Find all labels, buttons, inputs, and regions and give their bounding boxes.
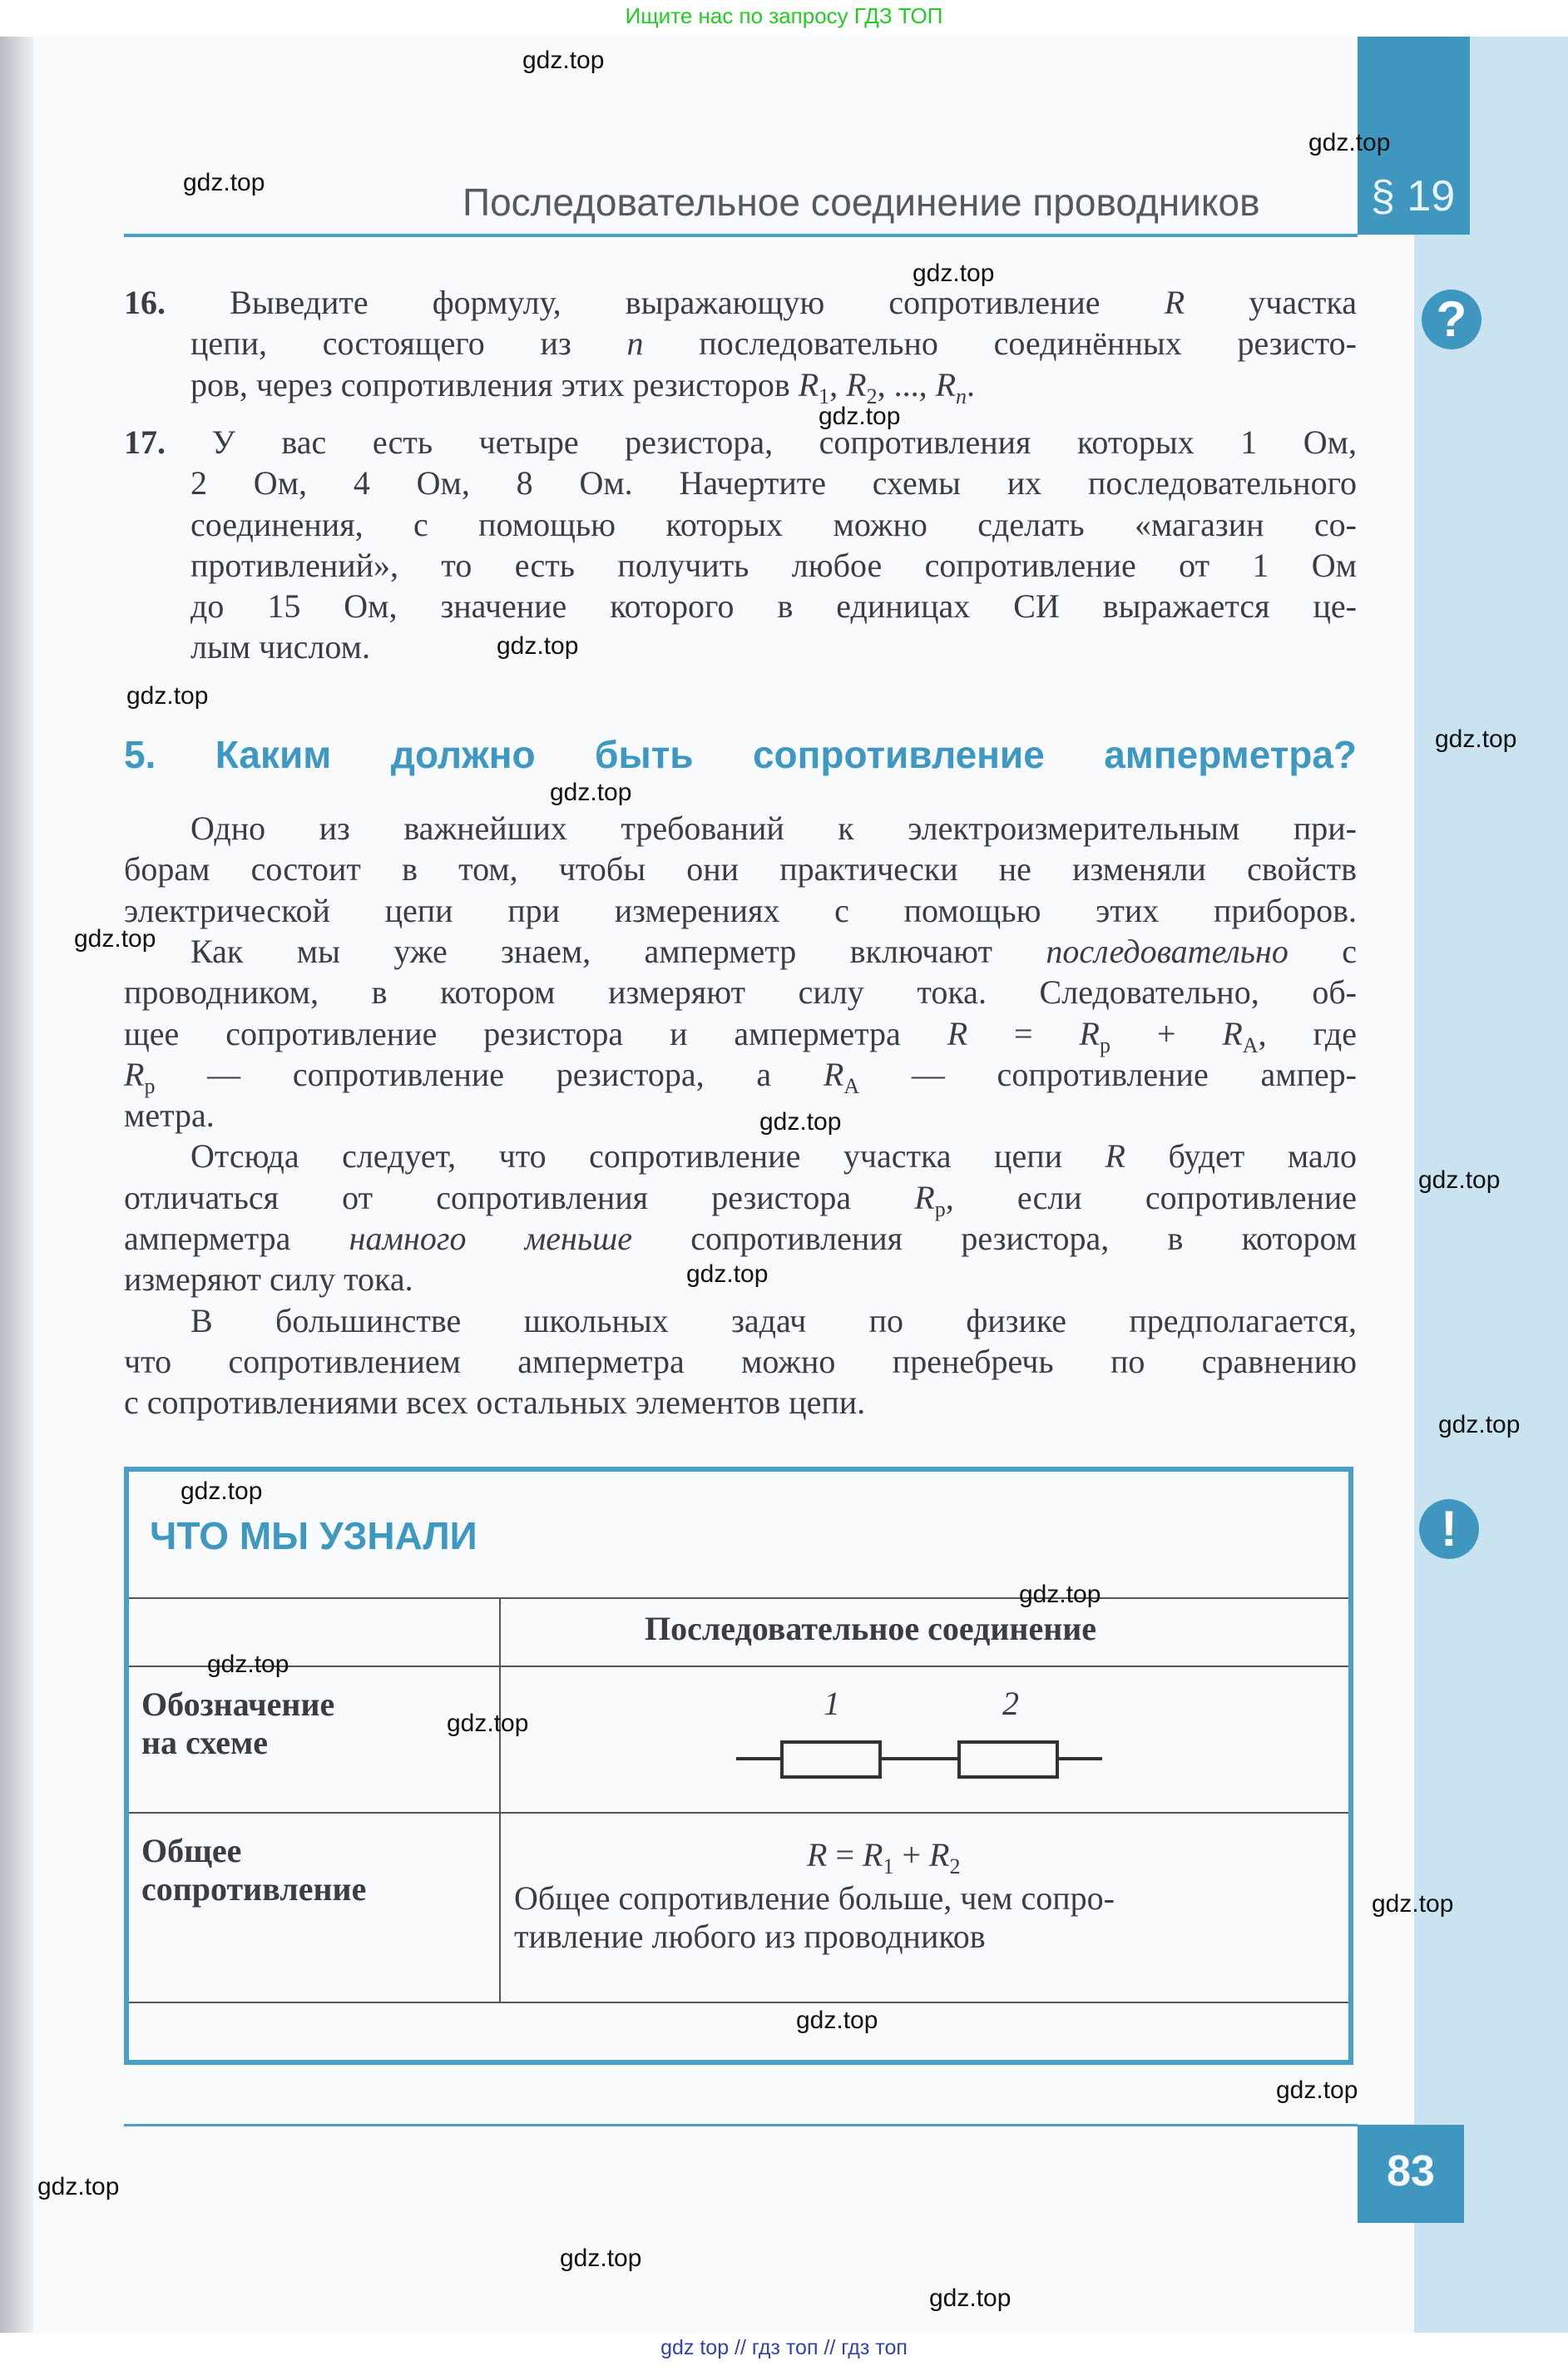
text-line: проводником, в котором измеряют силу тока. Следовательно, об- (124, 973, 1357, 1012)
row-label (141, 1832, 366, 1908)
text-line: В большинстве школьных задач по физике предполагается, (190, 1301, 1357, 1339)
text-line: 16. Выведите формулу, выражающую сопротивление R участка (124, 284, 1357, 321)
row-label-line: Обозначение (141, 1685, 335, 1723)
watermark: gdz.top (1418, 1166, 1501, 1194)
text-line: борам состоит в том, чтобы они практически не изменяли свойств (124, 850, 1357, 889)
summary-text-line: Общее сопротивление больше, чем сопро- (514, 1879, 1115, 1917)
table-divider (129, 1597, 1348, 1599)
section-number: § 19 (1371, 172, 1456, 220)
text-line: Одно из важнейших требований к электроизмерительным при- (190, 809, 1357, 847)
formula: $R = R_1 + R_2$ (807, 1836, 961, 1878)
watermark: gdz.top (447, 1710, 529, 1737)
text-line: Отсюда следует, что сопротивление участка цепи R будет мало (190, 1137, 1357, 1176)
text-line: ров, через сопротивления этих резисторов $R_1$, $R_2$, ..., $R_n$. (190, 365, 976, 408)
page-number: 83 (1387, 2147, 1435, 2195)
question-icon: ? (1422, 290, 1481, 349)
header-divider (124, 234, 1358, 237)
table-divider (129, 2002, 1348, 2003)
summary-title: ЧТО МЫ УЗНАЛИ (150, 1514, 477, 1557)
watermark: gdz.top (207, 1651, 289, 1678)
row-label-line: Общее (141, 1832, 242, 1869)
text-line: 2 Ом, 4 Ом, 8 Ом. Начертите схемы их последовательного (190, 464, 1357, 502)
row-label-line: на схеме (141, 1724, 269, 1761)
row-label-line: сопротивление (141, 1870, 367, 1908)
watermark: gdz.top (1435, 725, 1517, 753)
watermark: gdz.top (1438, 1411, 1521, 1438)
exclamation-icon: ! (1419, 1499, 1479, 1559)
text-line: $R_р$ — сопротивление резистора, а $R_А$ — сопротивление ампер- (124, 1055, 1357, 1098)
table-divider (129, 1666, 1348, 1667)
question-number: 17. (124, 423, 166, 461)
column-header: Последовательное соединение (645, 1610, 1097, 1647)
watermark: gdz.top (497, 632, 579, 660)
column-divider (499, 1597, 501, 2002)
watermark: gdz.top (1308, 129, 1391, 156)
watermark: gdz.top (74, 925, 156, 953)
text-line: измеряют силу тока. (124, 1260, 413, 1299)
watermark: gdz.top (819, 403, 901, 430)
text-line: 17. У вас есть четыре резистора, сопротивления которых 1 Ом, (124, 423, 1357, 461)
text-line: с сопротивлениями всех остальных элементов цепи. (124, 1383, 866, 1422)
text-line: лым числом. (190, 628, 370, 666)
text-line: амперметра намного меньше сопротивления резистора, в котором (124, 1220, 1358, 1257)
text-line: что сопротивлением амперметра можно пренебречь по сравнению (124, 1342, 1357, 1380)
watermark: gdz.top (522, 47, 605, 74)
text-line: соединения, с помощью которых можно сделать «магазин со- (190, 505, 1357, 543)
watermark: gdz.top (126, 682, 209, 710)
chapter-title: Последовательное соединение проводников (462, 181, 1260, 224)
row-label (141, 1685, 334, 1762)
table-divider (129, 1812, 1348, 1814)
footer-links[interactable]: gdz top // гдз топ // гдз топ (660, 2336, 908, 2359)
text-line: противлений», то есть получить любое сопротивление от 1 Ом (190, 546, 1357, 584)
text-line: метра. (124, 1096, 215, 1135)
watermark: gdz.top (796, 2007, 878, 2034)
text-line: электрической цепи при измерениях с помощью этих приборов. (124, 891, 1357, 929)
watermark: gdz.top (1372, 1890, 1454, 1918)
text-line: отличаться от сопротивления резистора $R_р$, если сопротивление (124, 1178, 1358, 1221)
text-line: щее сопротивление резистора и амперметра $R = R_р + R_А$, где (124, 1014, 1357, 1057)
text-line: цепи, состоящего из n последовательно соединённых резисто- (190, 324, 1357, 363)
book-spine-shadow (0, 37, 33, 2333)
watermark: gdz.top (183, 169, 265, 196)
search-banner[interactable]: Ищите нас по запросу ГДЗ ТОП (625, 3, 943, 28)
watermark: gdz.top (686, 1260, 769, 1288)
watermark: gdz.top (37, 2173, 120, 2200)
watermark: gdz.top (181, 1478, 263, 1505)
watermark: gdz.top (1019, 1581, 1101, 1608)
section-heading: 5. Каким должно быть сопротивление амперметра? (124, 733, 1357, 776)
watermark: gdz.top (759, 1108, 842, 1136)
text-line: Как мы уже знаем, амперметр включают последовательно с (190, 932, 1357, 970)
watermark: gdz.top (550, 779, 632, 806)
resistor-label: 2 (1002, 1685, 1019, 1722)
text-line: до 15 Ом, значение которого в единицах СИ выражается це- (190, 587, 1357, 626)
question-number: 16. (124, 284, 166, 321)
summary-text (514, 1879, 1115, 1956)
summary-text-line: тивление любого из проводников (514, 1918, 986, 1955)
watermark: gdz.top (913, 260, 995, 287)
footer-divider (124, 2124, 1358, 2126)
watermark: gdz.top (560, 2245, 642, 2272)
watermark: gdz.top (929, 2284, 1012, 2312)
series-circuit-diagram (736, 1730, 1110, 1788)
watermark: gdz.top (1276, 2076, 1358, 2104)
resistor-label: 1 (824, 1685, 840, 1722)
summary-box (124, 1467, 1353, 2065)
